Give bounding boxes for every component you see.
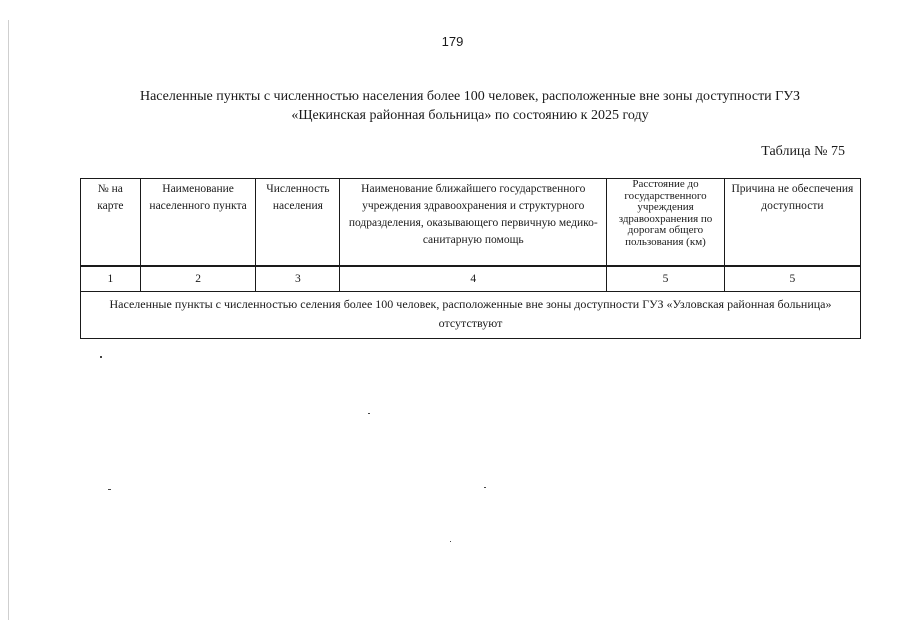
header-map-number: № на карте <box>81 179 141 267</box>
header-settlement-name: Наименование населенного пункта <box>140 179 256 267</box>
column-number-row <box>81 266 861 292</box>
title-line-1: Населенные пункты с численностью населения более 100 человек, расположенные вне зоны доступности ГУЗ <box>139 89 801 104</box>
column-number-cell: 3 <box>256 266 340 292</box>
document-title <box>90 87 850 125</box>
column-number-cell: 5 <box>607 266 725 292</box>
table-header-row <box>81 179 861 267</box>
header-reason: Причина не обеспечения доступности <box>724 179 860 267</box>
column-number-cell: 4 <box>340 266 607 292</box>
table-label: Таблица № 75 <box>761 144 845 159</box>
header-nearest-institution: Наименование ближайшего государственного учреждения здравоохранения и структурного подразделения, оказывающего первичную медико-санитарную помощь <box>340 179 607 267</box>
scan-speck <box>108 489 111 490</box>
title-line-2: «Щекинская районная больница» по состоянию к 2025 году <box>291 108 649 123</box>
page-number: 179 <box>441 34 464 49</box>
scan-speck <box>100 356 102 358</box>
column-number-cell: 1 <box>81 266 141 292</box>
table-note-row <box>81 292 861 339</box>
column-number-cell: 2 <box>140 266 256 292</box>
scan-speck <box>450 541 451 542</box>
header-distance: Расстояние до государственного учреждения здравоохранения по дорогам общего пользования (км) <box>607 179 725 267</box>
column-number-cell: 5 <box>724 266 860 292</box>
scan-speck <box>484 487 486 488</box>
scan-speck <box>368 413 370 414</box>
accessibility-table <box>80 178 861 339</box>
scan-margin-line <box>8 20 9 620</box>
table-note: Населенные пункты с численностью селения более 100 человек, расположенные вне зоны доступности ГУЗ «Узловская районная больница» отсутствуют <box>81 292 861 339</box>
header-population: Численность населения <box>256 179 340 267</box>
